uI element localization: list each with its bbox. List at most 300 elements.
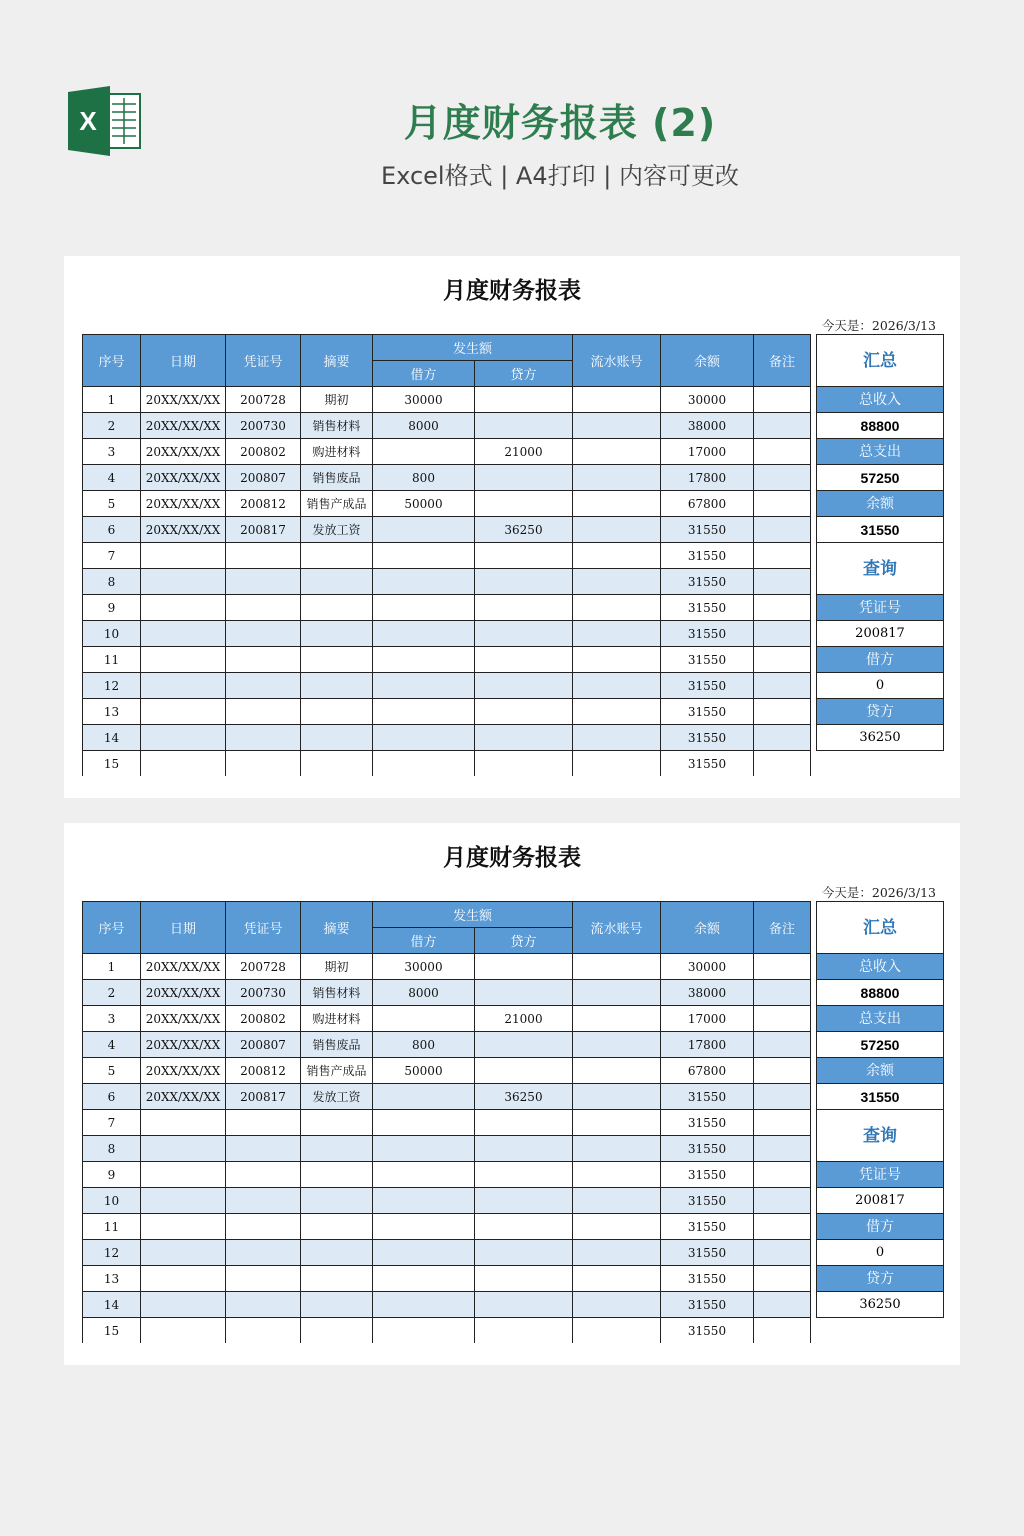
cell-index[interactable]: 13 xyxy=(83,699,141,725)
cell-index[interactable]: 9 xyxy=(83,595,141,621)
cell-flow[interactable] xyxy=(573,954,661,980)
cell-debit[interactable] xyxy=(373,1292,475,1318)
table-row xyxy=(83,673,811,699)
cell-balance[interactable]: 31550 xyxy=(661,595,754,621)
cell-credit[interactable] xyxy=(475,569,573,595)
cell-date[interactable] xyxy=(141,1292,226,1318)
cell-note[interactable] xyxy=(754,1162,811,1188)
col-header-date: 日期 xyxy=(141,902,226,954)
cell-debit[interactable] xyxy=(373,595,475,621)
cell-summary[interactable]: 发放工资 xyxy=(301,517,373,543)
col-header-voucher: 凭证号 xyxy=(226,335,301,387)
cell-credit[interactable] xyxy=(475,647,573,673)
cell-summary[interactable] xyxy=(301,1162,373,1188)
cell-voucher[interactable]: 200728 xyxy=(226,954,301,980)
cell-summary[interactable] xyxy=(301,595,373,621)
cell-credit[interactable] xyxy=(475,543,573,569)
cell-note[interactable] xyxy=(754,1006,811,1032)
cell-date[interactable] xyxy=(141,1240,226,1266)
cell-summary[interactable] xyxy=(301,1136,373,1162)
cell-date[interactable] xyxy=(141,569,226,595)
cell-voucher[interactable]: 200817 xyxy=(226,517,301,543)
cell-balance[interactable]: 31550 xyxy=(661,517,754,543)
cell-summary[interactable]: 销售废品 xyxy=(301,1032,373,1058)
cell-credit[interactable] xyxy=(475,980,573,1006)
cell-credit[interactable] xyxy=(475,725,573,751)
cell-flow[interactable] xyxy=(573,465,661,491)
cell-index[interactable]: 11 xyxy=(83,1214,141,1240)
cell-note[interactable] xyxy=(754,621,811,647)
cell-date[interactable]: 20XX/XX/XX xyxy=(141,1058,226,1084)
cell-index[interactable]: 9 xyxy=(83,1162,141,1188)
cell-credit[interactable] xyxy=(475,1240,573,1266)
cell-flow[interactable] xyxy=(573,569,661,595)
cell-credit[interactable] xyxy=(475,1266,573,1292)
cell-date[interactable]: 20XX/XX/XX xyxy=(141,413,226,439)
cell-flow[interactable] xyxy=(573,980,661,1006)
cell-date[interactable]: 20XX/XX/XX xyxy=(141,517,226,543)
cell-index[interactable]: 5 xyxy=(83,1058,141,1084)
table-row xyxy=(83,569,811,595)
cell-balance[interactable]: 17000 xyxy=(661,1006,754,1032)
cell-balance[interactable]: 31550 xyxy=(661,725,754,751)
cell-debit[interactable] xyxy=(373,1240,475,1266)
cell-summary[interactable] xyxy=(301,1266,373,1292)
cell-balance[interactable]: 31550 xyxy=(661,1162,754,1188)
cell-voucher[interactable] xyxy=(226,673,301,699)
cell-voucher[interactable] xyxy=(226,1292,301,1318)
col-header-summary: 摘要 xyxy=(301,335,373,387)
summary-panel xyxy=(816,334,944,751)
cell-credit[interactable] xyxy=(475,1318,573,1344)
cell-balance[interactable]: 30000 xyxy=(661,387,754,413)
cell-flow[interactable] xyxy=(573,1240,661,1266)
cell-debit[interactable] xyxy=(373,1214,475,1240)
cell-balance[interactable]: 17800 xyxy=(661,1032,754,1058)
cell-debit[interactable]: 30000 xyxy=(373,387,475,413)
summary-panel xyxy=(816,901,944,1318)
cell-note[interactable] xyxy=(754,1292,811,1318)
cell-balance[interactable]: 31550 xyxy=(661,699,754,725)
cell-summary[interactable]: 销售产成品 xyxy=(301,491,373,517)
cell-date[interactable] xyxy=(141,673,226,699)
table-row xyxy=(83,413,811,439)
cell-flow[interactable] xyxy=(573,491,661,517)
cell-balance[interactable]: 67800 xyxy=(661,1058,754,1084)
cell-summary[interactable] xyxy=(301,1188,373,1214)
cell-balance[interactable]: 31550 xyxy=(661,1292,754,1318)
cell-flow[interactable] xyxy=(573,751,661,777)
cell-index[interactable]: 3 xyxy=(83,439,141,465)
cell-date[interactable] xyxy=(141,1188,226,1214)
cell-summary[interactable] xyxy=(301,699,373,725)
cell-voucher[interactable]: 200802 xyxy=(226,1006,301,1032)
query-voucher-label: 凭证号 xyxy=(817,595,943,621)
cell-summary[interactable]: 销售材料 xyxy=(301,413,373,439)
cell-summary[interactable] xyxy=(301,725,373,751)
cell-voucher[interactable] xyxy=(226,595,301,621)
cell-note[interactable] xyxy=(754,1032,811,1058)
cell-credit[interactable] xyxy=(475,1110,573,1136)
cell-note[interactable] xyxy=(754,1110,811,1136)
cell-credit[interactable]: 36250 xyxy=(475,1084,573,1110)
cell-credit[interactable] xyxy=(475,1032,573,1058)
cell-index[interactable]: 15 xyxy=(83,1318,141,1344)
cell-date[interactable]: 20XX/XX/XX xyxy=(141,980,226,1006)
table-row xyxy=(83,439,811,465)
cell-flow[interactable] xyxy=(573,1292,661,1318)
cell-flow[interactable] xyxy=(573,413,661,439)
cell-balance[interactable]: 31550 xyxy=(661,1136,754,1162)
query-credit-value: 36250 xyxy=(817,725,943,751)
cell-date[interactable] xyxy=(141,595,226,621)
cell-flow[interactable] xyxy=(573,543,661,569)
cell-debit[interactable] xyxy=(373,699,475,725)
cell-flow[interactable] xyxy=(573,647,661,673)
cell-flow[interactable] xyxy=(573,1188,661,1214)
cell-flow[interactable] xyxy=(573,1318,661,1344)
cell-credit[interactable] xyxy=(475,1136,573,1162)
cell-balance[interactable]: 31550 xyxy=(661,647,754,673)
cell-credit[interactable] xyxy=(475,413,573,439)
cell-debit[interactable] xyxy=(373,673,475,699)
cell-debit[interactable] xyxy=(373,1006,475,1032)
table-row xyxy=(83,1058,811,1084)
cell-voucher[interactable] xyxy=(226,751,301,777)
cell-summary[interactable]: 销售产成品 xyxy=(301,1058,373,1084)
cell-flow[interactable] xyxy=(573,1214,661,1240)
cell-voucher[interactable]: 200730 xyxy=(226,413,301,439)
cell-voucher[interactable] xyxy=(226,725,301,751)
cell-note[interactable] xyxy=(754,491,811,517)
cell-summary[interactable] xyxy=(301,1110,373,1136)
cell-index[interactable]: 4 xyxy=(83,465,141,491)
cell-flow[interactable] xyxy=(573,699,661,725)
cell-voucher[interactable]: 200807 xyxy=(226,465,301,491)
cell-note[interactable] xyxy=(754,1084,811,1110)
cell-credit[interactable] xyxy=(475,595,573,621)
cell-date[interactable] xyxy=(141,751,226,777)
cell-summary[interactable] xyxy=(301,1240,373,1266)
cell-note[interactable] xyxy=(754,1240,811,1266)
cell-note[interactable] xyxy=(754,725,811,751)
cell-date[interactable]: 20XX/XX/XX xyxy=(141,491,226,517)
cell-note[interactable] xyxy=(754,569,811,595)
cell-summary[interactable] xyxy=(301,1292,373,1318)
cell-credit[interactable]: 21000 xyxy=(475,439,573,465)
cell-index[interactable]: 12 xyxy=(83,1240,141,1266)
cell-voucher[interactable]: 200812 xyxy=(226,491,301,517)
cell-index[interactable]: 14 xyxy=(83,1292,141,1318)
cell-summary[interactable] xyxy=(301,673,373,699)
cell-note[interactable] xyxy=(754,699,811,725)
cell-voucher[interactable]: 200730 xyxy=(226,980,301,1006)
cell-date[interactable] xyxy=(141,543,226,569)
cell-debit[interactable]: 50000 xyxy=(373,491,475,517)
cell-index[interactable]: 2 xyxy=(83,413,141,439)
cell-index[interactable]: 8 xyxy=(83,1136,141,1162)
cell-voucher[interactable] xyxy=(226,1214,301,1240)
cell-debit[interactable] xyxy=(373,569,475,595)
cell-date[interactable] xyxy=(141,1266,226,1292)
cell-voucher[interactable] xyxy=(226,699,301,725)
cell-date[interactable]: 20XX/XX/XX xyxy=(141,387,226,413)
cell-flow[interactable] xyxy=(573,1058,661,1084)
cell-credit[interactable] xyxy=(475,751,573,777)
cell-voucher[interactable] xyxy=(226,569,301,595)
cell-balance[interactable]: 31550 xyxy=(661,1318,754,1344)
cell-summary[interactable] xyxy=(301,543,373,569)
cell-debit[interactable] xyxy=(373,621,475,647)
cell-balance[interactable]: 31550 xyxy=(661,1084,754,1110)
cell-index[interactable]: 15 xyxy=(83,751,141,777)
cell-date[interactable]: 20XX/XX/XX xyxy=(141,439,226,465)
cell-voucher[interactable] xyxy=(226,647,301,673)
cell-summary[interactable] xyxy=(301,1214,373,1240)
cell-credit[interactable] xyxy=(475,1058,573,1084)
cell-balance[interactable]: 17000 xyxy=(661,439,754,465)
table-row xyxy=(83,1266,811,1292)
total-income-label: 总收入 xyxy=(817,954,943,980)
cell-credit[interactable] xyxy=(475,954,573,980)
cell-date[interactable] xyxy=(141,647,226,673)
cell-date[interactable] xyxy=(141,1162,226,1188)
cell-index[interactable]: 11 xyxy=(83,647,141,673)
cell-balance[interactable]: 30000 xyxy=(661,954,754,980)
cell-index[interactable]: 7 xyxy=(83,1110,141,1136)
cell-date[interactable]: 20XX/XX/XX xyxy=(141,465,226,491)
cell-voucher[interactable] xyxy=(226,1188,301,1214)
cell-debit[interactable]: 50000 xyxy=(373,1058,475,1084)
cell-note[interactable] xyxy=(754,647,811,673)
col-header-credit: 贷方 xyxy=(475,361,573,387)
page-title: 月度财务报表 (2) xyxy=(403,101,717,145)
query-voucher-input[interactable]: 200817 xyxy=(817,1188,943,1214)
cell-summary[interactable] xyxy=(301,569,373,595)
cell-voucher[interactable] xyxy=(226,1110,301,1136)
cell-flow[interactable] xyxy=(573,1136,661,1162)
cell-flow[interactable] xyxy=(573,1032,661,1058)
col-header-amount-group: 发生额 xyxy=(373,902,573,928)
cell-summary[interactable]: 购进材料 xyxy=(301,439,373,465)
cell-summary[interactable] xyxy=(301,647,373,673)
cell-debit[interactable] xyxy=(373,751,475,777)
cell-balance[interactable]: 67800 xyxy=(661,491,754,517)
cell-credit[interactable] xyxy=(475,1214,573,1240)
cell-balance[interactable]: 17800 xyxy=(661,465,754,491)
cell-index[interactable]: 6 xyxy=(83,1084,141,1110)
cell-credit[interactable] xyxy=(475,1188,573,1214)
cell-voucher[interactable]: 200802 xyxy=(226,439,301,465)
cell-debit[interactable]: 8000 xyxy=(373,980,475,1006)
cell-note[interactable] xyxy=(754,1318,811,1344)
cell-balance[interactable]: 31550 xyxy=(661,673,754,699)
cell-flow[interactable] xyxy=(573,673,661,699)
cell-index[interactable]: 6 xyxy=(83,517,141,543)
cell-flow[interactable] xyxy=(573,1162,661,1188)
cell-balance[interactable]: 31550 xyxy=(661,569,754,595)
cell-flow[interactable] xyxy=(573,517,661,543)
cell-index[interactable]: 1 xyxy=(83,387,141,413)
cell-debit[interactable] xyxy=(373,1188,475,1214)
cell-note[interactable] xyxy=(754,517,811,543)
total-expense-label: 总支出 xyxy=(817,439,943,465)
cell-note[interactable] xyxy=(754,1214,811,1240)
cell-credit[interactable] xyxy=(475,465,573,491)
cell-date[interactable]: 20XX/XX/XX xyxy=(141,1006,226,1032)
cell-debit[interactable] xyxy=(373,1110,475,1136)
cell-credit[interactable] xyxy=(475,387,573,413)
cell-balance[interactable]: 31550 xyxy=(661,543,754,569)
cell-credit[interactable] xyxy=(475,699,573,725)
cell-debit[interactable] xyxy=(373,725,475,751)
cell-debit[interactable]: 800 xyxy=(373,465,475,491)
cell-debit[interactable]: 800 xyxy=(373,1032,475,1058)
cell-balance[interactable]: 31550 xyxy=(661,1266,754,1292)
cell-date[interactable] xyxy=(141,1214,226,1240)
cell-voucher[interactable] xyxy=(226,1162,301,1188)
cell-credit[interactable]: 36250 xyxy=(475,517,573,543)
cell-date[interactable]: 20XX/XX/XX xyxy=(141,954,226,980)
cell-debit[interactable] xyxy=(373,1162,475,1188)
cell-balance[interactable]: 38000 xyxy=(661,980,754,1006)
cell-index[interactable]: 5 xyxy=(83,491,141,517)
cell-voucher[interactable] xyxy=(226,543,301,569)
cell-flow[interactable] xyxy=(573,1084,661,1110)
cell-balance[interactable]: 31550 xyxy=(661,1240,754,1266)
cell-balance[interactable]: 31550 xyxy=(661,1214,754,1240)
col-header-index: 序号 xyxy=(83,902,141,954)
cell-debit[interactable]: 8000 xyxy=(373,413,475,439)
cell-summary[interactable] xyxy=(301,1318,373,1344)
cell-index[interactable]: 10 xyxy=(83,621,141,647)
cell-note[interactable] xyxy=(754,673,811,699)
cell-voucher[interactable] xyxy=(226,1240,301,1266)
report-sheet xyxy=(64,256,960,798)
cell-index[interactable]: 2 xyxy=(83,980,141,1006)
cell-note[interactable] xyxy=(754,1058,811,1084)
cell-flow[interactable] xyxy=(573,439,661,465)
cell-voucher[interactable] xyxy=(226,1318,301,1344)
cell-note[interactable] xyxy=(754,465,811,491)
cell-debit[interactable] xyxy=(373,1084,475,1110)
cell-note[interactable] xyxy=(754,1136,811,1162)
cell-summary[interactable] xyxy=(301,751,373,777)
cell-index[interactable]: 12 xyxy=(83,673,141,699)
query-voucher-input[interactable]: 200817 xyxy=(817,621,943,647)
cell-index[interactable]: 1 xyxy=(83,954,141,980)
cell-balance[interactable]: 31550 xyxy=(661,621,754,647)
cell-note[interactable] xyxy=(754,595,811,621)
cell-debit[interactable] xyxy=(373,1318,475,1344)
cell-date[interactable]: 20XX/XX/XX xyxy=(141,1084,226,1110)
cell-index[interactable]: 10 xyxy=(83,1188,141,1214)
cell-note[interactable] xyxy=(754,543,811,569)
cell-index[interactable]: 4 xyxy=(83,1032,141,1058)
cell-note[interactable] xyxy=(754,387,811,413)
cell-voucher[interactable]: 200728 xyxy=(226,387,301,413)
page-header xyxy=(0,0,1024,230)
cell-credit[interactable] xyxy=(475,621,573,647)
cell-summary[interactable]: 发放工资 xyxy=(301,1084,373,1110)
query-credit-value: 36250 xyxy=(817,1292,943,1318)
cell-debit[interactable] xyxy=(373,517,475,543)
cell-note[interactable] xyxy=(754,1188,811,1214)
cell-date[interactable]: 20XX/XX/XX xyxy=(141,1032,226,1058)
cell-summary[interactable]: 销售废品 xyxy=(301,465,373,491)
cell-voucher[interactable]: 200817 xyxy=(226,1084,301,1110)
cell-flow[interactable] xyxy=(573,1266,661,1292)
table-row xyxy=(83,491,811,517)
cell-balance[interactable]: 38000 xyxy=(661,413,754,439)
cell-voucher[interactable]: 200807 xyxy=(226,1032,301,1058)
cell-date[interactable] xyxy=(141,621,226,647)
cell-note[interactable] xyxy=(754,439,811,465)
total-income-label: 总收入 xyxy=(817,387,943,413)
cell-credit[interactable] xyxy=(475,491,573,517)
cell-debit[interactable] xyxy=(373,439,475,465)
cell-summary[interactable]: 期初 xyxy=(301,387,373,413)
cell-index[interactable]: 7 xyxy=(83,543,141,569)
cell-index[interactable]: 8 xyxy=(83,569,141,595)
cell-voucher[interactable] xyxy=(226,621,301,647)
cell-summary[interactable]: 期初 xyxy=(301,954,373,980)
cell-note[interactable] xyxy=(754,980,811,1006)
cell-date[interactable] xyxy=(141,1110,226,1136)
cell-flow[interactable] xyxy=(573,387,661,413)
cell-debit[interactable] xyxy=(373,1136,475,1162)
cell-note[interactable] xyxy=(754,413,811,439)
cell-balance[interactable]: 31550 xyxy=(661,1110,754,1136)
cell-flow[interactable] xyxy=(573,595,661,621)
cell-voucher[interactable] xyxy=(226,1266,301,1292)
cell-index[interactable]: 13 xyxy=(83,1266,141,1292)
cell-flow[interactable] xyxy=(573,621,661,647)
cell-summary[interactable]: 销售材料 xyxy=(301,980,373,1006)
cell-voucher[interactable] xyxy=(226,1136,301,1162)
cell-date[interactable] xyxy=(141,1136,226,1162)
cell-date[interactable] xyxy=(141,699,226,725)
query-debit-label: 借方 xyxy=(817,1214,943,1240)
cell-balance[interactable]: 31550 xyxy=(661,1188,754,1214)
cell-voucher[interactable]: 200812 xyxy=(226,1058,301,1084)
cell-debit[interactable] xyxy=(373,647,475,673)
cell-note[interactable] xyxy=(754,1266,811,1292)
cell-flow[interactable] xyxy=(573,1110,661,1136)
balance-label: 余额 xyxy=(817,491,943,517)
cell-debit[interactable] xyxy=(373,1266,475,1292)
cell-date[interactable] xyxy=(141,1318,226,1344)
cell-index[interactable]: 14 xyxy=(83,725,141,751)
cell-credit[interactable] xyxy=(475,673,573,699)
cell-index[interactable]: 3 xyxy=(83,1006,141,1032)
cell-debit[interactable] xyxy=(373,543,475,569)
cell-summary[interactable] xyxy=(301,621,373,647)
cell-note[interactable] xyxy=(754,954,811,980)
cell-flow[interactable] xyxy=(573,1006,661,1032)
cell-credit[interactable] xyxy=(475,1162,573,1188)
cell-balance[interactable]: 31550 xyxy=(661,751,754,777)
cell-flow[interactable] xyxy=(573,725,661,751)
cell-credit[interactable]: 21000 xyxy=(475,1006,573,1032)
cell-summary[interactable]: 购进材料 xyxy=(301,1006,373,1032)
table-row xyxy=(83,1292,811,1318)
cell-debit[interactable]: 30000 xyxy=(373,954,475,980)
cell-credit[interactable] xyxy=(475,1292,573,1318)
cell-date[interactable] xyxy=(141,725,226,751)
cell-note[interactable] xyxy=(754,751,811,777)
query-credit-label: 贷方 xyxy=(817,1266,943,1292)
